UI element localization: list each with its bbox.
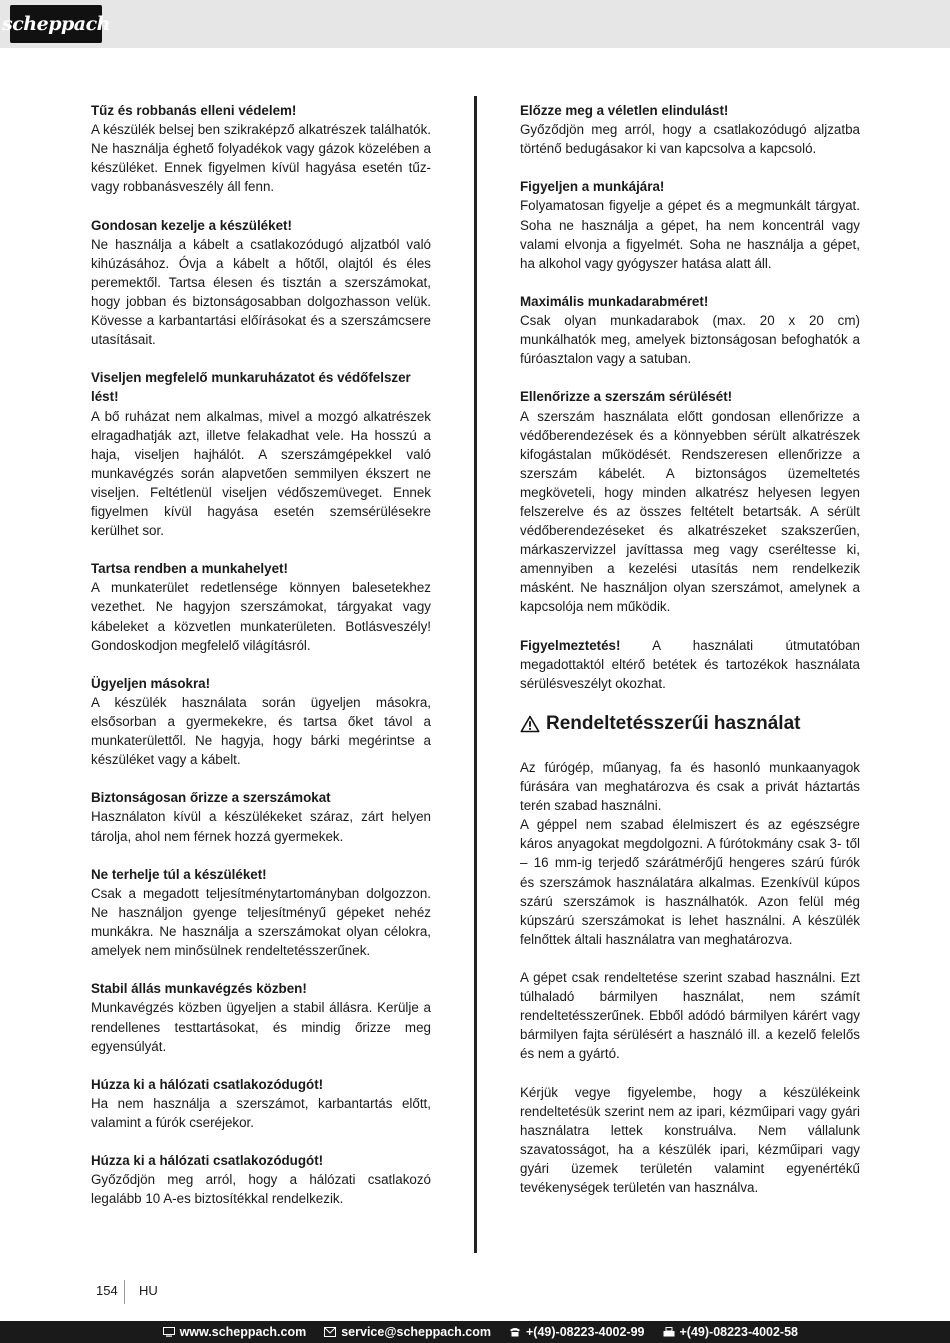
section — [91, 865, 431, 960]
intended-use-para: Kérjük vegye figyelembe, hogy a készülékeink rendeltetésük szerint nem az ipari, kézműipari vagy gyári használatra lettek konstruálva. Nem vállalunk szavatosságot, ha a készülék ipari, kézműipari vagy gyári üzemek területén valamint egyenértékű tevékenységek területén van használva. — [520, 1084, 860, 1196]
intended-use-para: A gépet csak rendeltetése szerint szabad használni. Ezt túlhaladó bármilyen használat, nem számít rendeltetésszerűnek. Ebből adódó bármilyen kárért vagy bármilyen fajta sérülésért a használó ill. a kezelő felelős és nem a gyártó. — [520, 970, 860, 1062]
phone-icon — [509, 1327, 521, 1337]
intended-use-title: Rendeltetésszerűi használat — [546, 713, 801, 734]
footer-website[interactable] — [163, 1325, 307, 1339]
section-heading: Biztonságosan őrizze a szerszámokat — [91, 790, 331, 806]
page-language: HU — [139, 1283, 158, 1298]
section-heading: Húzza ki a hálózati csatlakozódugót! — [91, 1153, 324, 1169]
logo-text: scheppach — [2, 13, 110, 35]
section-heading: Tartsa rendben a munkahelyet! — [91, 561, 288, 577]
section-text: Ha nem használja a szerszámot, karbantartás előtt, valamint a fúrók cseréjekor. — [91, 1095, 431, 1130]
section — [520, 177, 860, 272]
section-heading: Előzze meg a véletlen elindulást! — [520, 103, 729, 118]
page-number: 154 — [96, 1283, 118, 1298]
section-text: Csak olyan munkadarabok (max. 20 x 20 cm) munkálhatók meg, amelyek biztonságosan befoghatók a fúróasztalon vagy a satuban. — [520, 313, 860, 367]
column-divider — [474, 96, 477, 1253]
section — [91, 788, 431, 845]
warning-label: Figyelmeztetés! — [520, 637, 621, 653]
section-text: A szerszám használata előtt gondosan ellenőrizze a védőberendezések és a könnyebben sérült alkatrészek kifogástalan működését. Rendszeresen ellenőrizze a szerszám kábelét. A biztonságos üzemeltetés megköveteli, hogy minden alkatrész helyesen legyen felszerelve és az összes feltételt betartsák. A sérült védőberendezéseket és alkatrészeket szakszerűen, márkaszervizzel javíttassa meg vagy cseréltesse ki, amennyiben a kezelési utasítás nem rendelkezik másként. Ne használjon olyan szerszámot, amelynek a kapcsolója nem működik. — [520, 408, 860, 615]
section-text: Csak a megadott teljesítménytartományban dolgozzon. Ne használjon gyenge teljesítményű gépeket nehéz munkákra. Ne használja a szerszámokat olyan célokra, amelyek nem minősülnek rendeltetésszerűnek. — [91, 885, 431, 959]
section — [91, 1075, 431, 1132]
footer-phone[interactable] — [509, 1325, 645, 1339]
footer-bar — [0, 1321, 950, 1343]
section-heading: Figyeljen a munkájára! — [520, 179, 665, 195]
phone-text: +(49)-08223-4002-99 — [526, 1325, 645, 1339]
section-text: Munkavégzés közben ügyeljen a stabil állásra. Kerülje a rendellenes testtartásokat, és mindig őrizze meg egyensúlyát. — [91, 1000, 431, 1054]
brand-logo — [2, 5, 110, 43]
section-heading: Tűz és robbanás elleni védelem! — [91, 103, 297, 118]
section-heading: Húzza ki a hálózati csatlakozódugót! — [91, 1076, 324, 1092]
section-heading: Stabil állás munkavégzés közben! — [91, 981, 307, 997]
left-column — [91, 101, 431, 1228]
section-text: A munkaterület redetlensége könnyen balesetekhez vezethet. Ne hagyjon szerszámokat, tárgyakat vagy kábeleket a közvetlen munkaterületen. Botlásveszély! Gondoskodjon megfelelő világításról. — [91, 580, 431, 653]
section-text: Folyamatosan figyelje a gépet és a megmunkált tárgyat. Soha ne használja a gépet, ha nem koncentrál vagy valami elvonja a figyelmét. Soha ne használja a gépet, ha alkohol vagy gyógyszer hatása alatt áll. — [520, 198, 860, 271]
section-heading: Viseljen megfelelő munkaruházatot és védőfelszer lést! — [91, 370, 411, 405]
section — [91, 1151, 431, 1208]
section-heading: Maximális munkadarabméret! — [520, 293, 709, 309]
page-separator — [124, 1280, 125, 1304]
section — [91, 674, 431, 769]
section-heading: Ne terhelje túl a készüléket! — [91, 866, 267, 882]
section-text: A bő ruházat nem alkalmas, mivel a mozgó alkatrészek elragadhatják azt, illetve felakadhat vele. Ha hosszú a haja, viseljen hajhálót. A szerszámgépekkel való munkavégzés során alapvetően semmilyen ékszert ne viseljen. Feltétlenül viseljen védőszemüveget. Ennek figyelmen kívül hagyása esetén szemsérülésekre kerülhet sor. — [91, 408, 431, 539]
section — [91, 368, 431, 540]
footer-fax[interactable] — [663, 1325, 799, 1339]
fax-icon — [663, 1327, 675, 1337]
section-heading: Ellenőrizze a szerszám sérülését! — [520, 389, 733, 405]
section-heading: Gondosan kezelje a készüléket! — [91, 217, 292, 233]
section — [91, 101, 431, 196]
footer-email[interactable] — [324, 1325, 491, 1339]
top-bar — [0, 0, 950, 48]
intended-use-para: A géppel nem szabad élelmiszert és az egészségre káros anyagokat megdolgozni. A fúrótokmány csak 3- től – 16 mm-ig terjedő szárátmérőjű hengeres szárú fúrók és szerszámok használatára alkalmas. Ezenkívül kúpos szárú szerszámok is használhatók. Azon felül még kúpszárú szerszámokat is lehet használni. A készülék felnőttek általi használatra van meghatározva. — [520, 817, 860, 947]
fax-text: +(49)-08223-4002-58 — [679, 1325, 798, 1339]
section — [91, 559, 431, 654]
section — [91, 979, 431, 1055]
section-text: Ne használja a kábelt a csatlakozódugó aljzatból való kihúzásához. Óvja a kábelt a hőtől, olajtól és éles peremektől. Tartsa élesen és tisztán a szerszámokat, hogy jobban és biztonságosabban dolgozhasson velük. Kövesse a karbantartási előírásokat és a szerszámcsere utasításait. — [91, 236, 431, 348]
intended-use-para: Az fúrógép, műanyag, fa és hasonló munkaanyagok fúrására van meghatározva és csak a privát háztartás terén szabad használni. — [520, 760, 860, 814]
section-text: Győződjön meg arról, hogy a csatlakozódugó aljzatba történő bedugásakor ki van kapcsolva a kapcsoló. — [520, 122, 860, 157]
intended-use-heading — [520, 712, 860, 736]
section-text: Használaton kívül a készülékeket száraz, zárt helyen tárolja, ahol nem férnek hozzá gyermekek. — [91, 809, 431, 844]
section-text: Győződjön meg arról, hogy a hálózati csatlakozó legalább 10 A-es biztosítékkal rendelkezik. — [91, 1172, 431, 1207]
warning-triangle-icon — [520, 715, 540, 733]
warning-note — [520, 636, 860, 693]
website-text: www.scheppach.com — [179, 1325, 307, 1339]
section — [520, 292, 860, 368]
section — [520, 101, 860, 158]
section-text: A készülék használata során ügyeljen másokra, elsősorban a gyermekekre, és tartsa őket távol a munkaterülettől. Ne hagyja, hogy bárki megérintse a készüléket vagy a kábelt. — [91, 694, 431, 768]
monitor-icon — [163, 1327, 175, 1337]
section-text: A készülék belsej ben szikraképző alkatrészek találhatók. Ne használja éghető folyadékok vagy gázok közelében a készüléket. Ennek figyelmen kívül hagyása esetén tűz- vagy robbanásveszély áll fenn. — [91, 122, 431, 195]
section — [520, 387, 860, 616]
section-heading: Ügyeljen másokra! — [91, 675, 211, 691]
section — [91, 216, 431, 350]
warning-text: A használati útmutatóban megadottaktól eltérő betétek és tartozékok használata sérülésveszélyt okozhat. — [520, 637, 860, 691]
email-text: service@scheppach.com — [341, 1325, 491, 1339]
mail-icon — [324, 1327, 336, 1337]
right-column — [520, 101, 860, 1216]
